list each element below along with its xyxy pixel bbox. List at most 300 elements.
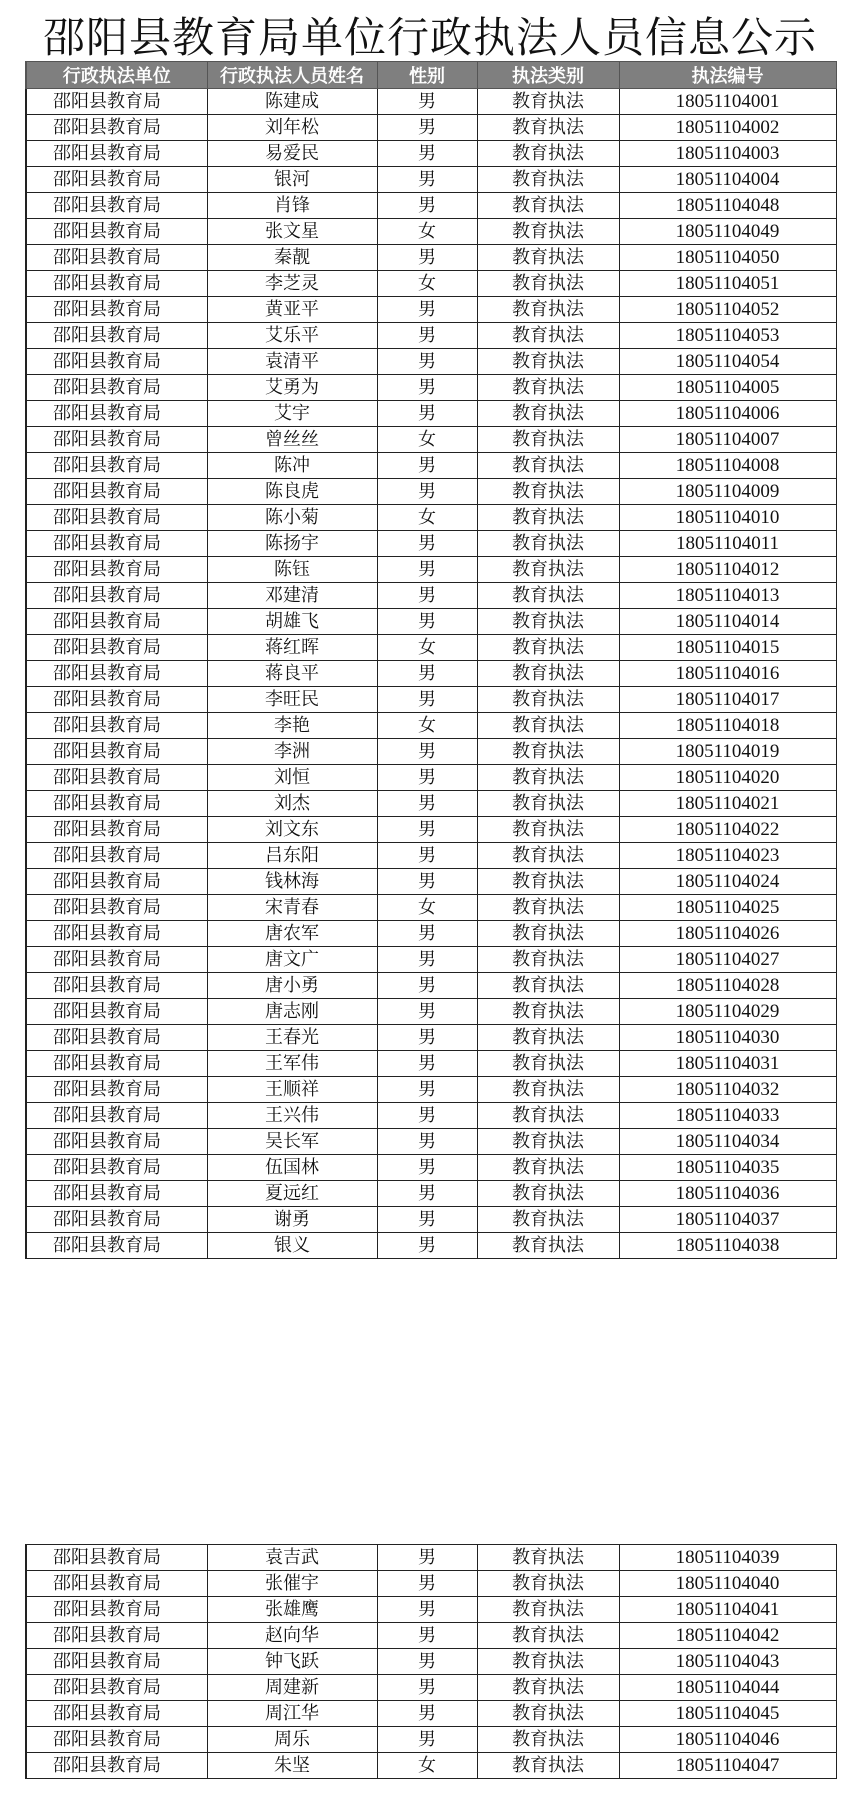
cell-name: 王军伟 (207, 1051, 377, 1077)
table-row (26, 713, 836, 739)
cell-unit: 邵阳县教育局 (26, 661, 207, 687)
cell-name: 胡雄飞 (207, 609, 377, 635)
cell-gender: 女 (377, 635, 477, 661)
cell-name: 刘文东 (207, 817, 377, 843)
cell-unit: 邵阳县教育局 (26, 167, 207, 193)
cell-category: 教育执法 (477, 115, 619, 141)
table-row (26, 297, 836, 323)
cell-name: 王春光 (207, 1025, 377, 1051)
cell-gender: 男 (377, 999, 477, 1025)
cell-number: 18051104018 (619, 713, 836, 739)
cell-number: 18051104024 (619, 869, 836, 895)
cell-number: 18051104020 (619, 765, 836, 791)
cell-gender: 男 (377, 349, 477, 375)
cell-unit: 邵阳县教育局 (26, 1571, 207, 1597)
table-row (26, 245, 836, 271)
table-row (26, 817, 836, 843)
cell-name: 陈良虎 (207, 479, 377, 505)
table-header-row (26, 62, 836, 89)
cell-category: 教育执法 (477, 1103, 619, 1129)
cell-unit: 邵阳县教育局 (26, 375, 207, 401)
cell-number: 18051104027 (619, 947, 836, 973)
cell-unit: 邵阳县教育局 (26, 479, 207, 505)
table-row (26, 947, 836, 973)
cell-gender: 男 (377, 1129, 477, 1155)
table-row (26, 869, 836, 895)
cell-name: 李艳 (207, 713, 377, 739)
cell-gender: 男 (377, 817, 477, 843)
cell-category: 教育执法 (477, 167, 619, 193)
table-row (26, 219, 836, 245)
table-body-continued (26, 1545, 836, 1779)
cell-name: 陈扬宇 (207, 531, 377, 557)
table-row (26, 791, 836, 817)
cell-number: 18051104005 (619, 375, 836, 401)
cell-unit: 邵阳县教育局 (26, 271, 207, 297)
cell-name: 刘杰 (207, 791, 377, 817)
cell-category: 教育执法 (477, 687, 619, 713)
cell-unit: 邵阳县教育局 (26, 1649, 207, 1675)
cell-category: 教育执法 (477, 1545, 619, 1571)
cell-gender: 女 (377, 219, 477, 245)
table-row (26, 1025, 836, 1051)
cell-unit: 邵阳县教育局 (26, 245, 207, 271)
cell-gender: 男 (377, 401, 477, 427)
cell-unit: 邵阳县教育局 (26, 1051, 207, 1077)
cell-unit: 邵阳县教育局 (26, 687, 207, 713)
cell-number: 18051104012 (619, 557, 836, 583)
table-row (26, 401, 836, 427)
table-row (26, 193, 836, 219)
cell-number: 18051104049 (619, 219, 836, 245)
cell-category: 教育执法 (477, 401, 619, 427)
cell-gender: 男 (377, 687, 477, 713)
table-row (26, 479, 836, 505)
cell-number: 18051104011 (619, 531, 836, 557)
header-category: 执法类别 (477, 62, 619, 89)
cell-number: 18051104033 (619, 1103, 836, 1129)
cell-gender: 男 (377, 1701, 477, 1727)
cell-number: 18051104036 (619, 1181, 836, 1207)
cell-name: 夏远红 (207, 1181, 377, 1207)
cell-unit: 邵阳县教育局 (26, 999, 207, 1025)
cell-category: 教育执法 (477, 765, 619, 791)
cell-category: 教育执法 (477, 557, 619, 583)
cell-name: 唐小勇 (207, 973, 377, 999)
cell-number: 18051104022 (619, 817, 836, 843)
cell-name: 唐文广 (207, 947, 377, 973)
cell-gender: 男 (377, 1155, 477, 1181)
cell-category: 教育执法 (477, 89, 619, 115)
cell-name: 艾宇 (207, 401, 377, 427)
cell-name: 艾勇为 (207, 375, 377, 401)
cell-gender: 男 (377, 1675, 477, 1701)
cell-category: 教育执法 (477, 739, 619, 765)
cell-number: 18051104023 (619, 843, 836, 869)
table-row (26, 1753, 836, 1779)
cell-category: 教育执法 (477, 635, 619, 661)
cell-name: 黄亚平 (207, 297, 377, 323)
cell-gender: 女 (377, 895, 477, 921)
table-row (26, 1649, 836, 1675)
table-row (26, 1233, 836, 1259)
cell-category: 教育执法 (477, 323, 619, 349)
cell-unit: 邵阳县教育局 (26, 817, 207, 843)
cell-category: 教育执法 (477, 791, 619, 817)
cell-category: 教育执法 (477, 193, 619, 219)
cell-category: 教育执法 (477, 1129, 619, 1155)
table-row (26, 609, 836, 635)
cell-unit: 邵阳县教育局 (26, 1675, 207, 1701)
cell-gender: 男 (377, 245, 477, 271)
cell-gender: 女 (377, 427, 477, 453)
cell-gender: 男 (377, 1623, 477, 1649)
cell-number: 18051104009 (619, 479, 836, 505)
cell-name: 伍国林 (207, 1155, 377, 1181)
cell-number: 18051104007 (619, 427, 836, 453)
cell-name: 刘恒 (207, 765, 377, 791)
cell-category: 教育执法 (477, 141, 619, 167)
table-row (26, 349, 836, 375)
cell-number: 18051104046 (619, 1727, 836, 1753)
cell-number: 18051104042 (619, 1623, 836, 1649)
cell-name: 赵向华 (207, 1623, 377, 1649)
table-row (26, 271, 836, 297)
cell-gender: 男 (377, 973, 477, 999)
cell-number: 18051104030 (619, 1025, 836, 1051)
cell-category: 教育执法 (477, 219, 619, 245)
cell-name: 周乐 (207, 1727, 377, 1753)
cell-category: 教育执法 (477, 1077, 619, 1103)
cell-name: 吴长军 (207, 1129, 377, 1155)
cell-name: 张文星 (207, 219, 377, 245)
table-row (26, 973, 836, 999)
cell-unit: 邵阳县教育局 (26, 765, 207, 791)
cell-gender: 男 (377, 1233, 477, 1259)
cell-name: 周江华 (207, 1701, 377, 1727)
cell-unit: 邵阳县教育局 (26, 141, 207, 167)
table-row (26, 1051, 836, 1077)
table-row (26, 1701, 836, 1727)
cell-name: 艾乐平 (207, 323, 377, 349)
cell-name: 秦靓 (207, 245, 377, 271)
cell-unit: 邵阳县教育局 (26, 739, 207, 765)
header-name: 行政执法人员姓名 (207, 62, 377, 89)
cell-gender: 男 (377, 1051, 477, 1077)
table-row (26, 635, 836, 661)
cell-number: 18051104034 (619, 1129, 836, 1155)
cell-number: 18051104047 (619, 1753, 836, 1779)
cell-unit: 邵阳县教育局 (26, 1623, 207, 1649)
cell-category: 教育执法 (477, 817, 619, 843)
cell-unit: 邵阳县教育局 (26, 1597, 207, 1623)
cell-number: 18051104052 (619, 297, 836, 323)
cell-number: 18051104044 (619, 1675, 836, 1701)
cell-category: 教育执法 (477, 869, 619, 895)
cell-gender: 男 (377, 869, 477, 895)
cell-unit: 邵阳县教育局 (26, 1077, 207, 1103)
cell-gender: 男 (377, 167, 477, 193)
cell-gender: 男 (377, 739, 477, 765)
cell-number: 18051104021 (619, 791, 836, 817)
cell-gender: 男 (377, 141, 477, 167)
table-row (26, 323, 836, 349)
cell-gender: 男 (377, 791, 477, 817)
cell-name: 银义 (207, 1233, 377, 1259)
cell-gender: 男 (377, 947, 477, 973)
cell-number: 18051104003 (619, 141, 836, 167)
table-row (26, 687, 836, 713)
cell-name: 刘年松 (207, 115, 377, 141)
cell-name: 张雄鹰 (207, 1597, 377, 1623)
cell-category: 教育执法 (477, 609, 619, 635)
cell-gender: 男 (377, 453, 477, 479)
table-row (26, 375, 836, 401)
cell-name: 陈钰 (207, 557, 377, 583)
cell-number: 18051104010 (619, 505, 836, 531)
cell-unit: 邵阳县教育局 (26, 531, 207, 557)
cell-unit: 邵阳县教育局 (26, 1753, 207, 1779)
cell-category: 教育执法 (477, 1155, 619, 1181)
cell-unit: 邵阳县教育局 (26, 193, 207, 219)
cell-gender: 男 (377, 583, 477, 609)
table-row (26, 557, 836, 583)
cell-gender: 男 (377, 1727, 477, 1753)
cell-gender: 男 (377, 609, 477, 635)
cell-unit: 邵阳县教育局 (26, 1233, 207, 1259)
cell-unit: 邵阳县教育局 (26, 635, 207, 661)
cell-unit: 邵阳县教育局 (26, 557, 207, 583)
cell-name: 袁吉武 (207, 1545, 377, 1571)
personnel-table (25, 61, 837, 1259)
cell-category: 教育执法 (477, 999, 619, 1025)
cell-unit: 邵阳县教育局 (26, 427, 207, 453)
cell-number: 18051104014 (619, 609, 836, 635)
cell-number: 18051104035 (619, 1155, 836, 1181)
cell-unit: 邵阳县教育局 (26, 349, 207, 375)
header-unit: 行政执法单位 (26, 62, 207, 89)
cell-unit: 邵阳县教育局 (26, 1727, 207, 1753)
cell-number: 18051104038 (619, 1233, 836, 1259)
personnel-table-continued (25, 1544, 837, 1779)
cell-gender: 男 (377, 1649, 477, 1675)
cell-unit: 邵阳县教育局 (26, 323, 207, 349)
table-row (26, 505, 836, 531)
cell-number: 18051104040 (619, 1571, 836, 1597)
table-row (26, 1675, 836, 1701)
cell-unit: 邵阳县教育局 (26, 1129, 207, 1155)
cell-name: 朱坚 (207, 1753, 377, 1779)
cell-name: 曾丝丝 (207, 427, 377, 453)
cell-unit: 邵阳县教育局 (26, 791, 207, 817)
cell-unit: 邵阳县教育局 (26, 89, 207, 115)
cell-number: 18051104016 (619, 661, 836, 687)
cell-category: 教育执法 (477, 1025, 619, 1051)
cell-category: 教育执法 (477, 375, 619, 401)
cell-name: 唐农军 (207, 921, 377, 947)
header-gender: 性别 (377, 62, 477, 89)
cell-number: 18051104017 (619, 687, 836, 713)
cell-number: 18051104051 (619, 271, 836, 297)
cell-category: 教育执法 (477, 1753, 619, 1779)
cell-name: 李芝灵 (207, 271, 377, 297)
cell-gender: 男 (377, 1571, 477, 1597)
cell-name: 陈建成 (207, 89, 377, 115)
cell-category: 教育执法 (477, 1571, 619, 1597)
cell-unit: 邵阳县教育局 (26, 1103, 207, 1129)
cell-name: 钟飞跃 (207, 1649, 377, 1675)
cell-unit: 邵阳县教育局 (26, 869, 207, 895)
cell-gender: 男 (377, 1181, 477, 1207)
cell-unit: 邵阳县教育局 (26, 1181, 207, 1207)
cell-gender: 男 (377, 1597, 477, 1623)
cell-name: 王顺祥 (207, 1077, 377, 1103)
cell-category: 教育执法 (477, 505, 619, 531)
cell-unit: 邵阳县教育局 (26, 921, 207, 947)
cell-category: 教育执法 (477, 1649, 619, 1675)
cell-number: 18051104045 (619, 1701, 836, 1727)
table-row (26, 1129, 836, 1155)
cell-name: 肖锋 (207, 193, 377, 219)
cell-category: 教育执法 (477, 1207, 619, 1233)
cell-gender: 男 (377, 661, 477, 687)
cell-unit: 邵阳县教育局 (26, 115, 207, 141)
cell-unit: 邵阳县教育局 (26, 297, 207, 323)
cell-number: 18051104050 (619, 245, 836, 271)
cell-name: 宋青春 (207, 895, 377, 921)
cell-name: 张催宇 (207, 1571, 377, 1597)
cell-name: 李旺民 (207, 687, 377, 713)
cell-gender: 女 (377, 713, 477, 739)
cell-category: 教育执法 (477, 947, 619, 973)
cell-number: 18051104028 (619, 973, 836, 999)
cell-number: 18051104032 (619, 1077, 836, 1103)
cell-gender: 男 (377, 1025, 477, 1051)
cell-category: 教育执法 (477, 1623, 619, 1649)
table-row (26, 115, 836, 141)
cell-unit: 邵阳县教育局 (26, 843, 207, 869)
table-row (26, 1181, 836, 1207)
cell-unit: 邵阳县教育局 (26, 219, 207, 245)
cell-category: 教育执法 (477, 479, 619, 505)
cell-number: 18051104015 (619, 635, 836, 661)
cell-gender: 男 (377, 193, 477, 219)
cell-unit: 邵阳县教育局 (26, 401, 207, 427)
cell-gender: 男 (377, 843, 477, 869)
table-row (26, 89, 836, 115)
cell-name: 易爱民 (207, 141, 377, 167)
cell-unit: 邵阳县教育局 (26, 583, 207, 609)
cell-unit: 邵阳县教育局 (26, 947, 207, 973)
cell-category: 教育执法 (477, 843, 619, 869)
cell-unit: 邵阳县教育局 (26, 1025, 207, 1051)
cell-gender: 男 (377, 89, 477, 115)
table-row (26, 583, 836, 609)
cell-number: 18051104008 (619, 453, 836, 479)
cell-category: 教育执法 (477, 1727, 619, 1753)
cell-category: 教育执法 (477, 921, 619, 947)
cell-gender: 男 (377, 1545, 477, 1571)
cell-number: 18051104025 (619, 895, 836, 921)
page-title: 邵阳县教育局单位行政执法人员信息公示 (42, 13, 817, 62)
cell-gender: 女 (377, 505, 477, 531)
table-body (26, 89, 836, 1259)
cell-gender: 男 (377, 323, 477, 349)
table-row (26, 1571, 836, 1597)
table-row (26, 921, 836, 947)
cell-name: 蒋红晖 (207, 635, 377, 661)
cell-unit: 邵阳县教育局 (26, 895, 207, 921)
cell-number: 18051104039 (619, 1545, 836, 1571)
cell-number: 18051104048 (619, 193, 836, 219)
cell-gender: 男 (377, 375, 477, 401)
cell-gender: 男 (377, 297, 477, 323)
cell-category: 教育执法 (477, 895, 619, 921)
cell-number: 18051104002 (619, 115, 836, 141)
table-row (26, 1207, 836, 1233)
table-row (26, 141, 836, 167)
cell-category: 教育执法 (477, 453, 619, 479)
cell-name: 钱林海 (207, 869, 377, 895)
cell-category: 教育执法 (477, 349, 619, 375)
table-row (26, 765, 836, 791)
cell-unit: 邵阳县教育局 (26, 453, 207, 479)
cell-number: 18051104053 (619, 323, 836, 349)
cell-name: 李洲 (207, 739, 377, 765)
cell-gender: 女 (377, 271, 477, 297)
cell-category: 教育执法 (477, 661, 619, 687)
cell-category: 教育执法 (477, 973, 619, 999)
cell-gender: 男 (377, 1077, 477, 1103)
cell-number: 18051104004 (619, 167, 836, 193)
cell-number: 18051104013 (619, 583, 836, 609)
cell-unit: 邵阳县教育局 (26, 1207, 207, 1233)
table-row (26, 453, 836, 479)
cell-name: 邓建清 (207, 583, 377, 609)
table-row (26, 999, 836, 1025)
cell-name: 银河 (207, 167, 377, 193)
cell-unit: 邵阳县教育局 (26, 609, 207, 635)
table-row (26, 1623, 836, 1649)
cell-name: 王兴伟 (207, 1103, 377, 1129)
table-row (26, 427, 836, 453)
table-row (26, 1727, 836, 1753)
cell-gender: 男 (377, 921, 477, 947)
cell-unit: 邵阳县教育局 (26, 973, 207, 999)
cell-number: 18051104031 (619, 1051, 836, 1077)
cell-unit: 邵阳县教育局 (26, 713, 207, 739)
cell-unit: 邵阳县教育局 (26, 505, 207, 531)
header-number: 执法编号 (619, 62, 836, 89)
cell-unit: 邵阳县教育局 (26, 1155, 207, 1181)
cell-category: 教育执法 (477, 1597, 619, 1623)
table-row (26, 1077, 836, 1103)
cell-gender: 男 (377, 765, 477, 791)
cell-unit: 邵阳县教育局 (26, 1545, 207, 1571)
cell-category: 教育执法 (477, 1233, 619, 1259)
table-row (26, 531, 836, 557)
cell-category: 教育执法 (477, 531, 619, 557)
table-row (26, 1545, 836, 1571)
cell-category: 教育执法 (477, 1675, 619, 1701)
cell-category: 教育执法 (477, 245, 619, 271)
table-row (26, 1103, 836, 1129)
cell-gender: 男 (377, 1103, 477, 1129)
cell-category: 教育执法 (477, 1051, 619, 1077)
cell-category: 教育执法 (477, 297, 619, 323)
cell-gender: 女 (377, 1753, 477, 1779)
cell-category: 教育执法 (477, 427, 619, 453)
